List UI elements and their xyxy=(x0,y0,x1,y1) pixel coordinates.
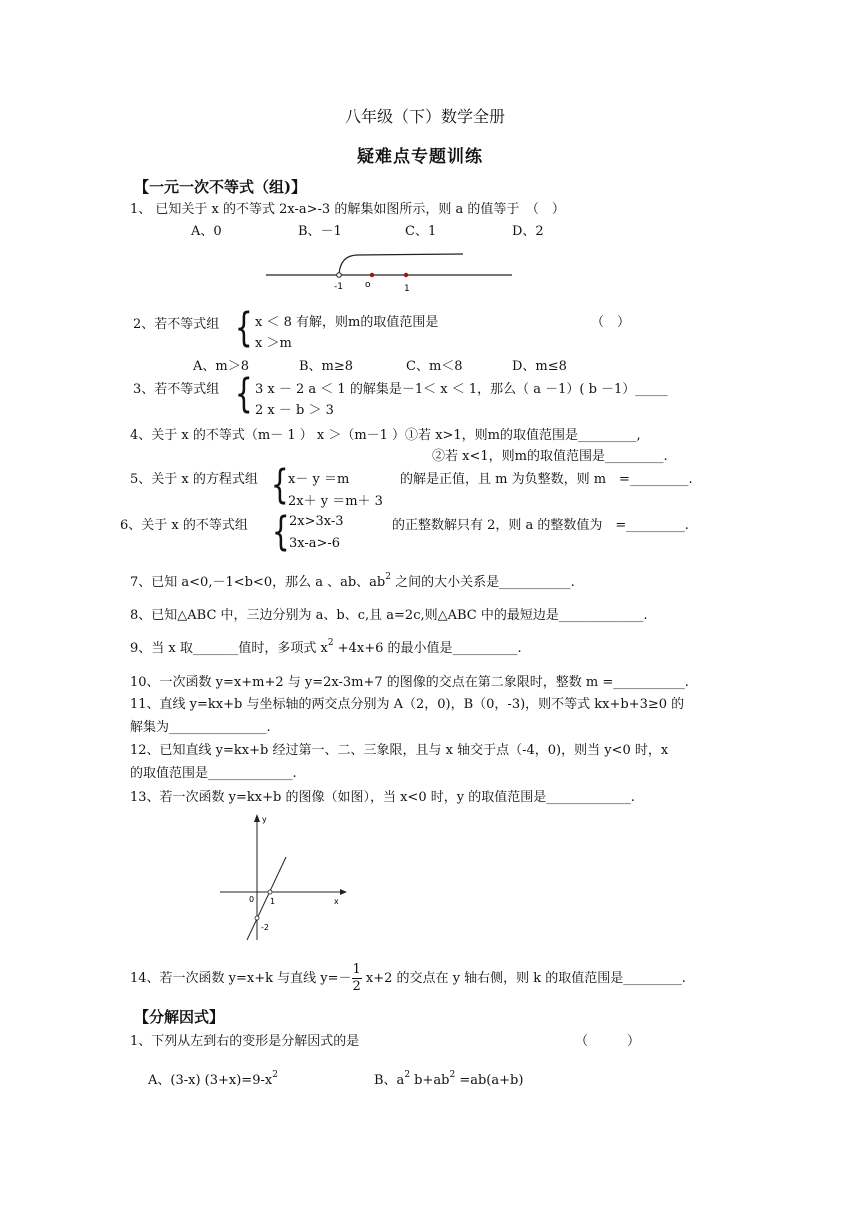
factor-q1-option-a xyxy=(148,1069,278,1088)
q9-after: +4x+6 的最小值是__________. xyxy=(333,641,522,656)
question-6-lead: 6、关于 x 的不等式组 xyxy=(120,518,248,533)
question-10: 10、一次函数 y=x+m+2 与 y=2x-3m+7 的图像的交点在第二象限时，整数 m =___________. xyxy=(130,675,689,690)
question-8: 8、已知△ABC 中，三边分别为 a、b、c,且 a=2c,则△ABC 中的最短边是_____________. xyxy=(130,608,648,623)
q2-option-a: A、m＞8 xyxy=(193,359,249,374)
q13-function-graph xyxy=(212,808,357,948)
question-4-line2: ②若 x<1，则m的取值范围是_________. xyxy=(432,449,668,464)
q1-option-c: C、1 xyxy=(405,224,437,239)
intercept-y-point xyxy=(255,916,259,920)
factor-q1-answer-paren: （ ） xyxy=(575,1034,641,1049)
y-axis-arrow xyxy=(254,814,260,822)
factor-q1-option-b xyxy=(374,1069,523,1088)
point-zero xyxy=(370,273,374,277)
question-14 xyxy=(130,962,686,995)
question-6-line2: 3x-a>-6 xyxy=(289,536,341,551)
q2-option-c: C、m＜8 xyxy=(406,359,463,374)
tick-neg-two-label: -2 xyxy=(261,923,269,932)
factor-optA-superscript: 2 xyxy=(272,1070,278,1080)
q7-before: 7、已知 a<0,－1<b<0，那么 a 、ab、ab xyxy=(130,575,386,590)
document-title: 八年级（下）数学全册 xyxy=(345,107,506,126)
q2-brace: { xyxy=(234,305,253,351)
factor-optA-text: A、(3-x) (3+x)=9-x xyxy=(148,1073,273,1088)
question-12-line2: 的取值范围是_____________. xyxy=(130,766,297,781)
q14-after: x+2 的交点在 y 轴右侧，则 k 的取值范围是_________. xyxy=(361,971,686,986)
question-3-line1: 3 x － 2 a ＜ 1 的解集是－1＜ x ＜ 1，那么（ a －1）( b －1）_____ xyxy=(255,382,668,397)
factor-optB-end: =ab(a+b) xyxy=(455,1073,524,1088)
question-5-line1: x－ y ＝m xyxy=(288,472,350,487)
intercept-x-point xyxy=(268,890,272,894)
tick-one-label: 1 xyxy=(270,897,276,906)
question-6-line1: 2x>3x-3 xyxy=(289,514,344,529)
q1-option-b: B、－1 xyxy=(298,224,342,239)
origin-label: 0 xyxy=(249,895,255,904)
q7-superscript: 2 xyxy=(385,572,391,582)
y-axis-label: y xyxy=(262,815,267,824)
question-5-lead: 5、关于 x 的方程式组 xyxy=(130,472,258,487)
q9-superscript: 2 xyxy=(327,638,334,648)
question-3-line2: 2 x － b ＞ 3 xyxy=(255,403,334,418)
question-6-tail: 的正整数解只有 2，则 a 的整数值为 =_________. xyxy=(392,518,689,533)
question-2-line2: x ＞m xyxy=(255,336,292,351)
q6-brace: { xyxy=(271,509,290,555)
label-neg-one: -1 xyxy=(334,282,343,292)
question-9 xyxy=(130,637,522,656)
q2-option-d: D、m≤8 xyxy=(512,359,567,374)
open-circle-neg-one xyxy=(337,273,342,278)
question-12-line1: 12、已知直线 y=kx+b 经过第一、二、三象限，且与 x 轴交于点（-4，0)，则当 y<0 时，x xyxy=(130,743,669,758)
q3-brace: { xyxy=(234,371,253,417)
document-subtitle: 疑难点专题训练 xyxy=(357,147,483,167)
question-1-text: 1、 已知关于 x 的不等式 2x-a>-3 的解集如图所示，则 a 的值等于 （ ） xyxy=(130,202,565,217)
question-13: 13、若一次函数 y=kx+b 的图像（如图），当 x<0 时，y 的取值范围是_____________. xyxy=(130,790,635,805)
question-4-line1: 4、关于 x 的不等式（m－ 1 ） x ＞（m－1 ）①若 x>1，则m的取值范围是_________, xyxy=(130,428,641,443)
q2-answer-paren: （ ） xyxy=(591,315,631,330)
question-2-lead: 2、若不等式组 xyxy=(133,317,220,332)
factor-optB-mid: b+ab xyxy=(410,1073,450,1088)
q14-fraction-numerator: 1 xyxy=(352,962,361,977)
x-axis-label: x xyxy=(334,897,339,906)
question-3-lead: 3、若不等式组 xyxy=(133,382,220,397)
q14-fraction-denominator: 2 xyxy=(352,979,361,994)
factor-optB-start: B、a xyxy=(374,1073,405,1088)
question-11-line2: 解集为_______________. xyxy=(130,720,271,735)
x-axis-arrow xyxy=(340,889,347,895)
q1-option-a: A、0 xyxy=(191,224,222,239)
question-5-tail: 的解是正值，且 m 为负整数，则 m =_________. xyxy=(400,472,693,487)
label-one: 1 xyxy=(404,284,410,294)
q14-before: 14、若一次函数 y=x+k 与直线 y=－ xyxy=(130,971,352,986)
section-heading-factorization: 【分解因式】 xyxy=(134,1008,225,1026)
section-heading-inequalities: 【一元一次不等式（组)】 xyxy=(134,178,307,196)
q1-number-line-figure xyxy=(262,246,518,296)
q2-option-b: B、m≥8 xyxy=(299,359,354,374)
q9-before: 9、当 x 取_______值时，多项式 x xyxy=(130,641,328,656)
q1-option-d: D、2 xyxy=(512,224,544,239)
q7-after: 之间的大小关系是___________. xyxy=(391,575,575,590)
factor-question-1: 1、下列从左到右的变形是分解因式的是 xyxy=(130,1034,360,1049)
factor-optB-sup1: 2 xyxy=(404,1070,411,1080)
label-zero: o xyxy=(365,280,371,290)
question-2-line1: x ＜ 8 有解，则m的取值范围是 xyxy=(255,315,439,330)
q14-fraction xyxy=(352,962,362,995)
q5-brace: { xyxy=(270,462,289,508)
solution-ray xyxy=(339,254,463,275)
question-5-line2: 2x＋ y ＝m＋ 3 xyxy=(288,494,383,509)
question-11-line1: 11、直线 y=kx+b 与坐标轴的两交点分别为 A（2，0)，B（0，-3)，则不等式 kx+b+3≥0 的 xyxy=(130,697,685,712)
factor-optB-sup2: 2 xyxy=(449,1070,456,1080)
question-7 xyxy=(130,571,575,590)
point-one xyxy=(404,273,408,277)
